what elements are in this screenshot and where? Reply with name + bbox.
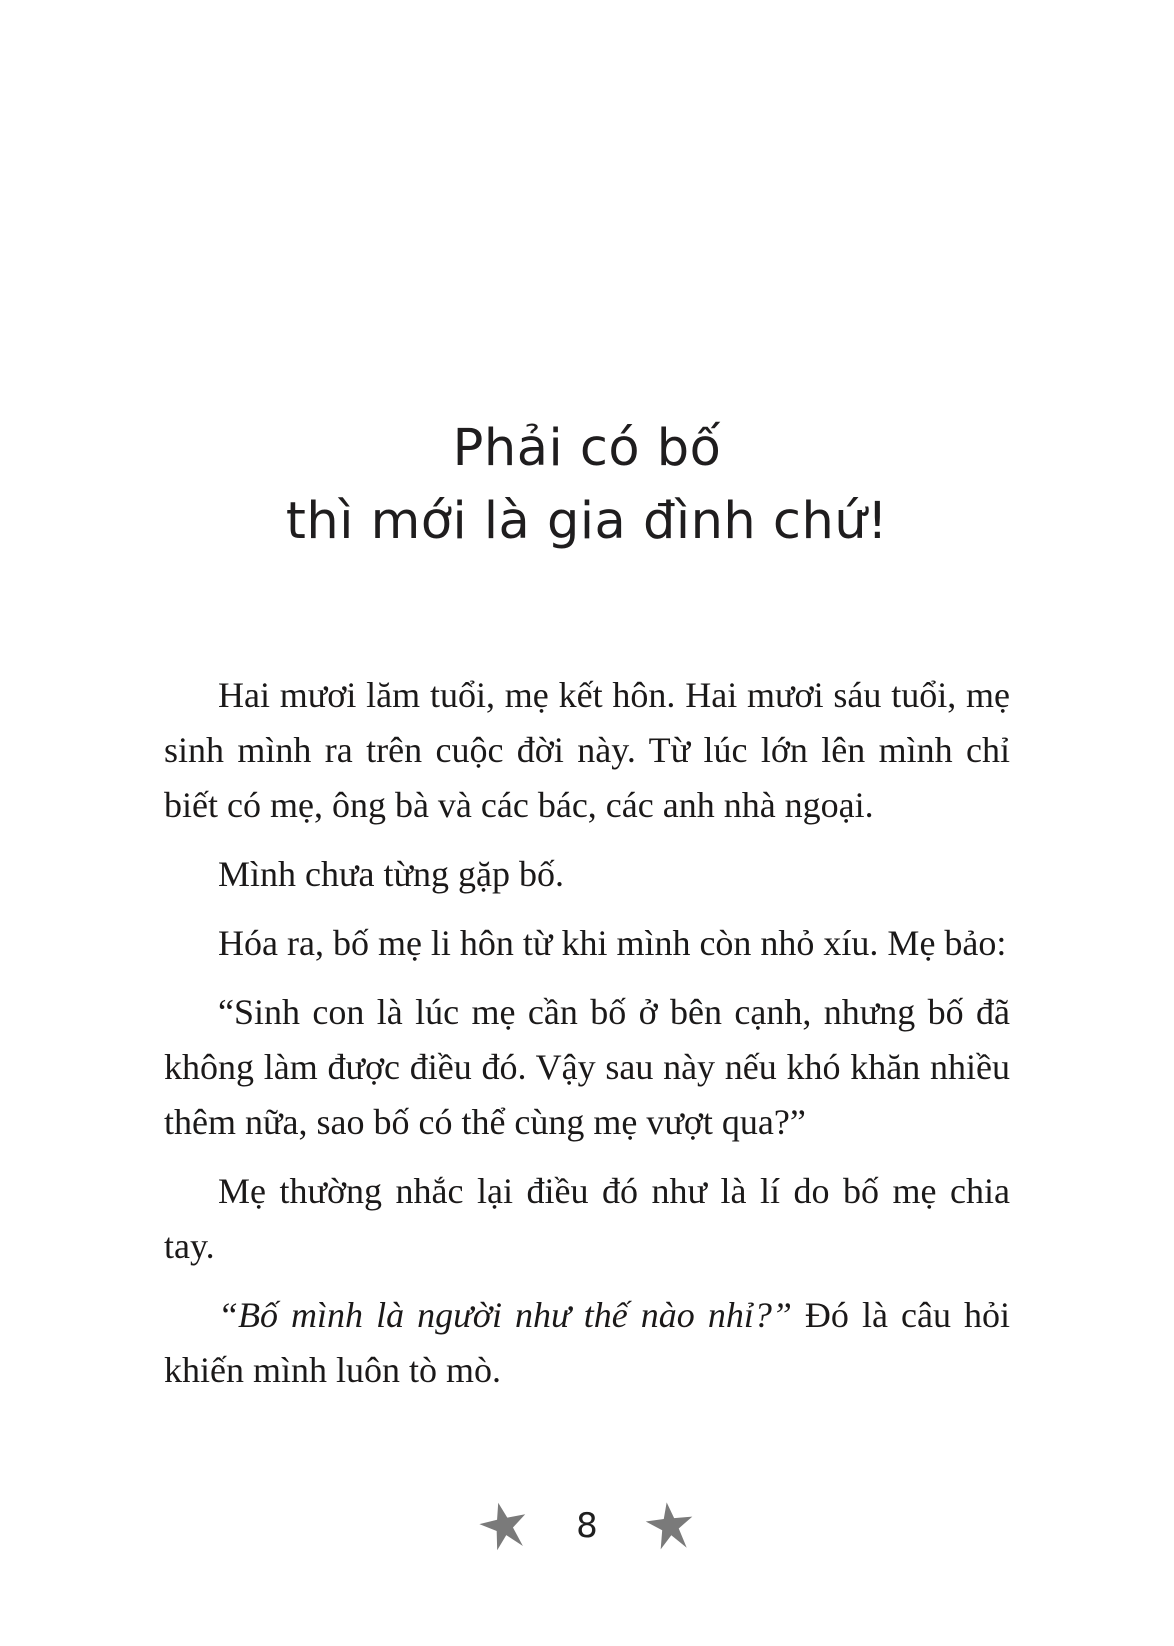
star-icon bbox=[644, 1500, 696, 1552]
page-number: 8 bbox=[576, 1506, 598, 1546]
body-text bbox=[164, 668, 1010, 1412]
chapter-title-line1: Phải có bố bbox=[452, 419, 722, 478]
paragraph-text: Đó là câu hỏi khiến mình luôn tò mò. bbox=[164, 1295, 1010, 1390]
body-paragraph: Hai mươi lăm tuổi, mẹ kết hôn. Hai mươi sáu tuổi, mẹ sinh mình ra trên cuộc đời này. Từ lúc lớn lên mình chỉ biết có mẹ, ông bà và các bác, các anh nhà ngoại. bbox=[164, 675, 1010, 825]
star-icon bbox=[478, 1500, 530, 1552]
body-paragraph: Mẹ thường nhắc lại điều đó như là lí do bố mẹ chia tay. bbox=[164, 1171, 1010, 1266]
chapter-title bbox=[0, 412, 1174, 558]
body-paragraph: “Sinh con là lúc mẹ cần bố ở bên cạnh, nhưng bố đã không làm được điều đó. Vậy sau này nếu khó khăn nhiều thêm nữa, sao bố có thể cùng mẹ vượt qua?” bbox=[164, 992, 1010, 1142]
body-paragraph bbox=[164, 1288, 1010, 1398]
page-footer bbox=[0, 1500, 1174, 1552]
chapter-title-line2: thì mới là gia đình chứ! bbox=[285, 492, 889, 551]
italic-quote: “Bố mình là người như thế nào nhỉ?” bbox=[218, 1295, 792, 1335]
body-paragraph: Hóa ra, bố mẹ li hôn từ khi mình còn nhỏ xíu. Mẹ bảo: bbox=[218, 923, 1007, 963]
body-paragraph: Mình chưa từng gặp bố. bbox=[218, 854, 564, 894]
